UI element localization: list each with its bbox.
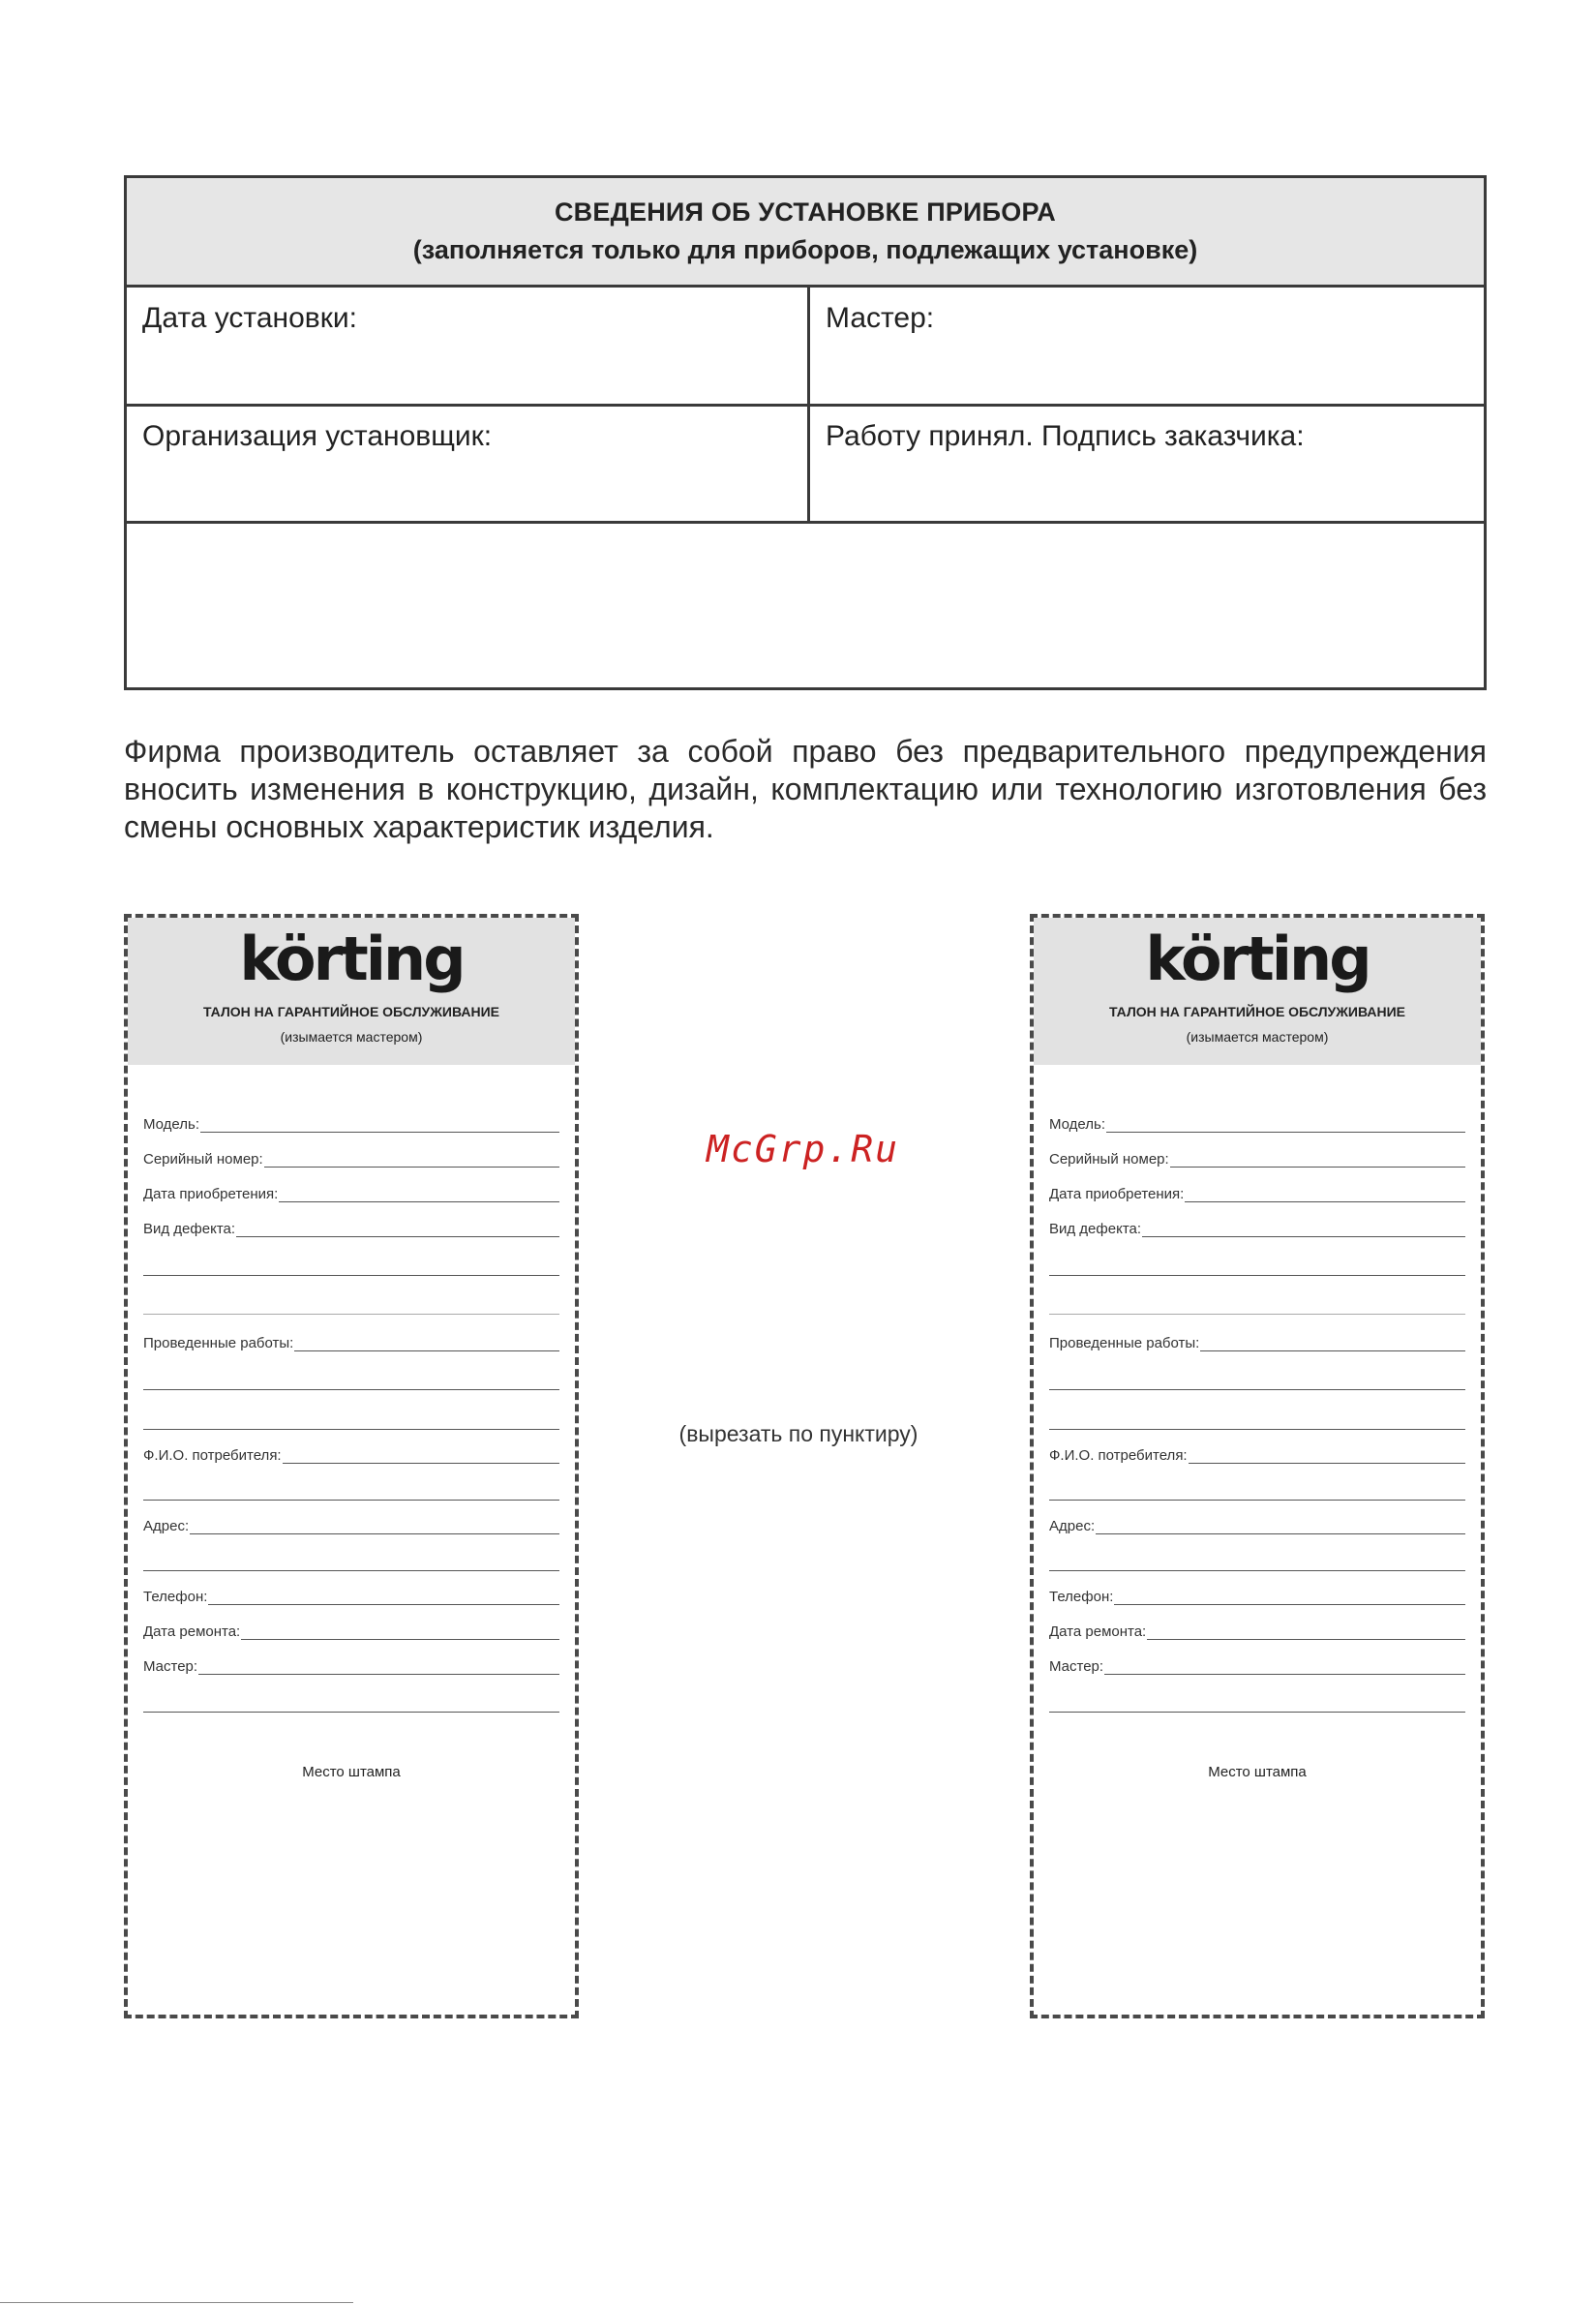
installation-table-header (127, 178, 1484, 288)
installer-org-field[interactable] (127, 403, 807, 519)
install-date-field[interactable] (127, 285, 807, 401)
phone-field[interactable] (143, 1584, 559, 1605)
model-field[interactable] (143, 1111, 559, 1133)
stamp-place: Место штампа (1208, 1764, 1307, 1780)
repair-date-label: Дата ремонта: (1049, 1623, 1147, 1640)
customer-signature-field[interactable] (810, 403, 1488, 519)
serial-field[interactable] (1049, 1146, 1465, 1168)
customer-signature-label: Работу принял. Подпись заказчика: (826, 420, 1305, 452)
works-label: Проведенные работы: (143, 1335, 294, 1351)
blank-notes-field[interactable] (127, 524, 1484, 687)
stamp-place: Место штампа (302, 1764, 401, 1780)
address-label: Адрес: (1049, 1518, 1096, 1534)
defect-label: Вид дефекта: (1049, 1221, 1142, 1237)
master-field[interactable] (143, 1653, 559, 1675)
phone-field[interactable] (1049, 1584, 1465, 1605)
address-field[interactable] (1049, 1513, 1465, 1534)
master-label: Мастер: (826, 302, 935, 334)
address-label: Адрес: (143, 1518, 190, 1534)
cut-instruction: (вырезать по пунктиру) (678, 1421, 918, 1446)
korting-logo: körting (239, 924, 464, 994)
blank-line[interactable] (143, 1429, 559, 1430)
repair-date-field[interactable] (143, 1619, 559, 1640)
master-label: Мастер: (1049, 1658, 1104, 1675)
repair-date-label: Дата ремонта: (143, 1623, 241, 1640)
customer-field[interactable] (143, 1442, 559, 1464)
installation-subtitle: (заполняется только для приборов, подлежащих установке) (412, 235, 1198, 264)
blank-line[interactable] (1049, 1275, 1465, 1276)
customer-label: Ф.И.О. потребителя: (1049, 1447, 1188, 1464)
repair-date-field[interactable] (1049, 1619, 1465, 1640)
coupon-header (1034, 918, 1481, 1065)
blank-line[interactable] (143, 1275, 559, 1276)
model-label: Модель: (1049, 1116, 1106, 1133)
phone-label: Телефон: (143, 1589, 208, 1605)
blank-line[interactable] (1049, 1429, 1465, 1430)
disclaimer-text: Фирма производитель оставляет за собой право без предварительного предупреждения вносить изменения в конструкцию, дизайн, комплектацию или технологию изготовления без смены основных характеристик изделия. (124, 734, 1487, 844)
model-field[interactable] (1049, 1111, 1465, 1133)
defect-field[interactable] (143, 1216, 559, 1237)
purchase-date-field[interactable] (143, 1181, 559, 1202)
blank-line[interactable] (143, 1389, 559, 1390)
blank-line[interactable] (143, 1314, 559, 1315)
blank-line[interactable] (143, 1500, 559, 1501)
table-column-divider (807, 285, 810, 524)
blank-line[interactable] (1049, 1500, 1465, 1501)
installer-org-label: Организация установщик: (142, 420, 493, 452)
works-field[interactable] (143, 1330, 559, 1351)
blank-line[interactable] (143, 1570, 559, 1571)
purchase-date-label: Дата приобретения: (143, 1186, 279, 1202)
bottom-rule (0, 2302, 353, 2303)
works-label: Проведенные работы: (1049, 1335, 1200, 1351)
korting-logo: körting (1145, 924, 1370, 994)
master-field[interactable] (1049, 1653, 1465, 1675)
serial-label: Серийный номер: (1049, 1151, 1169, 1168)
address-field[interactable] (143, 1513, 559, 1534)
coupon-header (128, 918, 575, 1065)
installation-table (124, 175, 1487, 690)
master-field[interactable] (810, 285, 1488, 401)
installation-title: СВЕДЕНИЯ ОБ УСТАНОВКЕ ПРИБОРА (554, 197, 1057, 227)
phone-label: Телефон: (1049, 1589, 1114, 1605)
blank-line[interactable] (143, 1712, 559, 1713)
purchase-date-label: Дата приобретения: (1049, 1186, 1185, 1202)
watermark: McGrp.Ru (707, 1128, 900, 1170)
warranty-coupon-left (124, 914, 579, 2018)
works-field[interactable] (1049, 1330, 1465, 1351)
customer-label: Ф.И.О. потребителя: (143, 1447, 282, 1464)
model-label: Модель: (143, 1116, 200, 1133)
coupon-title: ТАЛОН НА ГАРАНТИЙНОЕ ОБСЛУЖИВАНИЕ (1109, 1004, 1405, 1019)
blank-line[interactable] (1049, 1389, 1465, 1390)
coupon-subtitle: (изымается мастером) (1186, 1029, 1329, 1045)
purchase-date-field[interactable] (1049, 1181, 1465, 1202)
defect-label: Вид дефекта: (143, 1221, 236, 1237)
defect-field[interactable] (1049, 1216, 1465, 1237)
blank-line[interactable] (1049, 1570, 1465, 1571)
install-date-label: Дата установки: (142, 302, 357, 334)
customer-field[interactable] (1049, 1442, 1465, 1464)
serial-label: Серийный номер: (143, 1151, 263, 1168)
serial-field[interactable] (143, 1146, 559, 1168)
blank-line[interactable] (1049, 1314, 1465, 1315)
coupon-title: ТАЛОН НА ГАРАНТИЙНОЕ ОБСЛУЖИВАНИЕ (203, 1004, 499, 1019)
blank-line[interactable] (1049, 1712, 1465, 1713)
master-label: Мастер: (143, 1658, 198, 1675)
coupon-subtitle: (изымается мастером) (280, 1029, 423, 1045)
warranty-coupon-right (1030, 914, 1485, 2018)
